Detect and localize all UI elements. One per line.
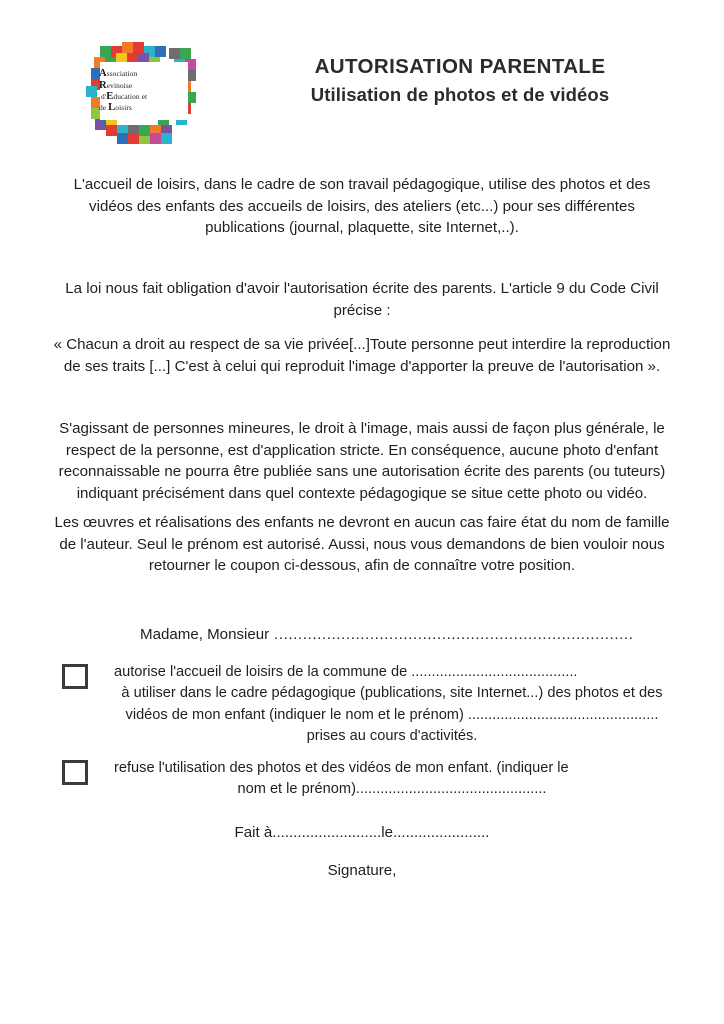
option-refuse-line-1: refuse l'utilisation des photos et des vidéos de mon enfant. (indiquer le bbox=[114, 760, 569, 776]
paragraph-minors-rights bbox=[52, 418, 672, 505]
association-logo bbox=[86, 40, 196, 144]
paragraph-intro bbox=[52, 174, 672, 239]
logo-line-4: de Loisirs bbox=[99, 102, 132, 114]
paragraph-civil-code-quote bbox=[52, 334, 672, 377]
paragraph-legal-obligation-text: La loi nous fait obligation d'avoir l'autorisation écrite des parents. L'article 9 du Code Civil précise : bbox=[65, 280, 659, 319]
paragraph-childrens-works-text: Les œuvres et réalisations des enfants ne devront en aucun cas faire état du nom de famille de l'auteur. Seul le prénom est autorisé. Aussi, nous vous demandons de bien vouloir nous retourner le coupon ci-dessous, afin de connaître votre position. bbox=[54, 514, 670, 575]
fait-a-line[interactable]: Fait à..........................le....................... bbox=[234, 824, 490, 841]
salutation-fill-line[interactable]: ........................................................................... bbox=[269, 626, 634, 643]
logo-line-3: d'Education et bbox=[101, 91, 148, 102]
option-refuse-line-2: nom et le prénom)............................................... bbox=[237, 781, 547, 798]
logo-line-1: Association bbox=[99, 68, 138, 80]
option-authorize-line-4: prénom) ............................................... prises au cours d'activités. bbox=[306, 706, 659, 745]
option-authorize-line-3: des photos et des vidéos de mon enfant (indiquer le nom et le bbox=[125, 685, 663, 723]
signature-label: Signature, bbox=[327, 862, 397, 879]
option-authorize[interactable] bbox=[52, 662, 672, 748]
paragraph-childrens-works bbox=[52, 512, 672, 577]
logo-line-2: Revinoise bbox=[99, 79, 133, 91]
document-header bbox=[0, 36, 724, 148]
paragraph-minors-rights-text: S'agissant de personnes mineures, le droit à l'image, mais aussi de façon plus générale, le respect de la personne, est d'application stricte. En conséquence, aucune photo d'enfant reconnaissable ne pourra être publiée sans une autorisation écrite des parents (ou tuteurs) indiquant précisément dans quel contexte pédagogique se situe cette photo ou vidéo. bbox=[58, 420, 666, 503]
logo-text bbox=[99, 60, 191, 122]
salutation-line bbox=[140, 626, 660, 643]
paragraph-civil-code-quote-text: « Chacun a droit au respect de sa vie privée[...]Toute personne peut interdire la reproduction de ses traits [...] C'est à celui qui reproduit l'image d'apporter la preuve de l'autorisation ». bbox=[53, 336, 671, 375]
option-refuse-text bbox=[114, 758, 670, 801]
checkbox-authorize[interactable] bbox=[62, 664, 88, 689]
page-subtitle: Utilisation de photos et de vidéos bbox=[310, 83, 610, 105]
option-authorize-text bbox=[114, 662, 670, 748]
option-authorize-line-2: à utiliser dans le cadre pédagogique (publications, site Internet...) bbox=[121, 685, 544, 702]
paragraph-intro-text: L'accueil de loisirs, dans le cadre de son travail pédagogique, utilise des photos et des vidéos des enfants des accueils de loisirs, des ateliers (etc...) pour ses différentes publications (journal, plaquette, site Internet,..). bbox=[73, 176, 651, 237]
page-title: AUTORISATION PARENTALE bbox=[314, 55, 606, 78]
option-authorize-line-1: autorise l'accueil de loisirs de la commune de ......................................... bbox=[114, 664, 578, 680]
header-titles bbox=[210, 54, 710, 107]
salutation-label: Madame, Monsieur bbox=[140, 626, 270, 643]
checkbox-refuse[interactable] bbox=[62, 760, 88, 785]
option-refuse[interactable] bbox=[52, 758, 672, 801]
paragraph-legal-obligation bbox=[52, 278, 672, 321]
